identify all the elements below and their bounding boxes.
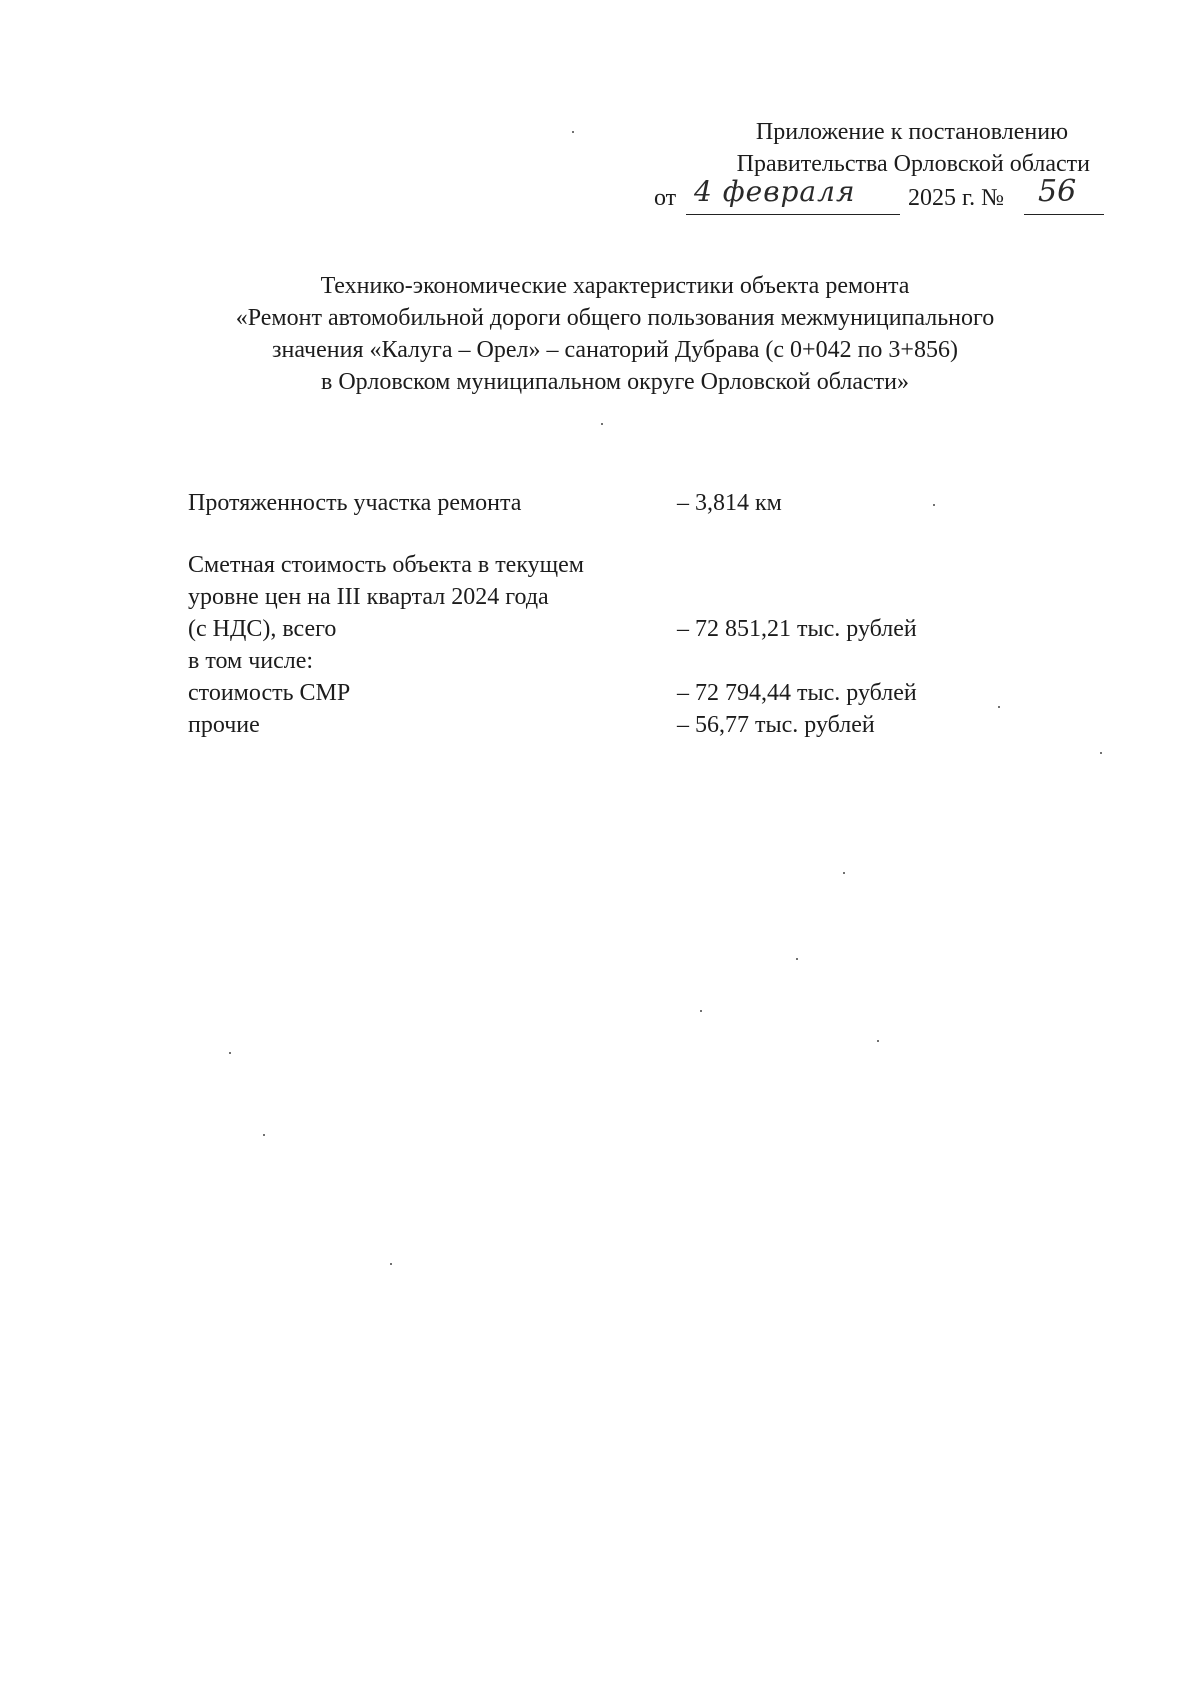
title-line-4: в Орловском муниципальном округе Орловской области» xyxy=(321,369,909,395)
length-value: – 3,814 км xyxy=(677,490,782,516)
other-value: – 56,77 тыс. рублей xyxy=(677,712,875,738)
scan-speck xyxy=(1100,752,1102,754)
smr-row xyxy=(188,677,1088,709)
handwritten-date: 4 февраля xyxy=(694,175,856,208)
including-label: в том числе: xyxy=(188,648,314,674)
scan-speck xyxy=(796,958,798,960)
header-date-line xyxy=(600,174,1120,218)
scan-speck xyxy=(933,504,935,506)
cost-label-2: уровне цен на III квартал 2024 года xyxy=(188,584,549,610)
smr-value: – 72 794,44 тыс. рублей xyxy=(677,680,917,706)
document-title xyxy=(150,270,1080,398)
cost-value: – 72 851,21 тыс. рублей xyxy=(677,616,917,642)
cost-row-2 xyxy=(188,581,1088,613)
scan-speck xyxy=(229,1052,231,1054)
header-line-2: Правительства Орловской области xyxy=(736,151,1090,177)
smr-label: стоимость СМР xyxy=(188,680,351,706)
scan-speck xyxy=(700,1010,702,1012)
scan-speck xyxy=(877,1040,879,1042)
header-prefix: от xyxy=(654,185,677,211)
cost-row-3 xyxy=(188,613,1088,645)
number-field xyxy=(1024,174,1104,215)
scan-speck xyxy=(601,423,603,425)
title-line-1: Технико-экономические характеристики объекта ремонта xyxy=(320,273,910,299)
header-year: 2025 г. № xyxy=(908,185,1005,211)
including-row xyxy=(188,645,1088,677)
date-field xyxy=(686,175,900,215)
scan-speck xyxy=(998,706,1000,708)
scan-speck xyxy=(843,872,845,874)
length-row xyxy=(188,487,1088,519)
cost-label-1: Сметная стоимость объекта в текущем xyxy=(188,552,584,578)
attachment-header xyxy=(600,116,1120,218)
handwritten-number: 56 xyxy=(1038,174,1077,209)
other-label: прочие xyxy=(188,712,260,738)
characteristics-list xyxy=(188,487,1088,741)
cost-row-1 xyxy=(188,549,1088,581)
length-label: Протяженность участка ремонта xyxy=(188,490,522,516)
other-row xyxy=(188,709,1088,741)
cost-label-3: (с НДС), всего xyxy=(188,616,337,642)
scan-speck xyxy=(572,131,574,133)
scan-speck xyxy=(390,1263,392,1265)
title-line-3: значения «Калуга – Орел» – санаторий Дубрава (с 0+042 по 3+856) xyxy=(272,337,958,363)
header-line-1: Приложение к постановлению xyxy=(755,119,1068,145)
title-line-2: «Ремонт автомобильной дороги общего пользования межмуниципального xyxy=(235,305,995,331)
scan-speck xyxy=(263,1134,265,1136)
